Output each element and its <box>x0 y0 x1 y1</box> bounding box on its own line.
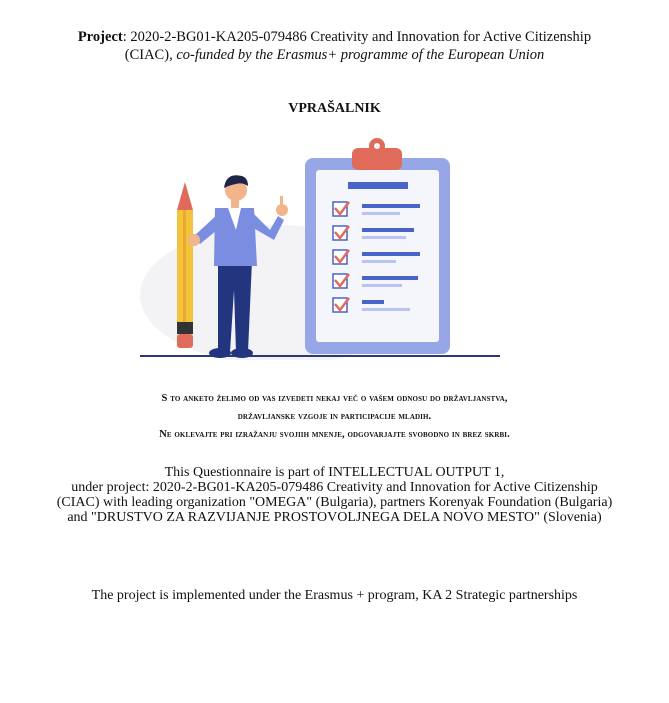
checkmark-icon <box>333 202 349 216</box>
intro-line: S to anketo želimo od vas izvedeti nekaj več o vašem odnosu do državljanstva, <box>161 393 508 404</box>
project-acronym: (CIAC) <box>124 47 170 63</box>
info-line: (CIAC) with leading organization "OMEGA" (Bulgaria), partners Korenyak Foundation (Bulgaria) <box>56 495 613 510</box>
questionnaire-illustration <box>130 130 510 360</box>
program-footer: The project is implemented under the Erasmus + program, KA 2 Strategic partnerships <box>91 588 578 603</box>
project-info <box>0 465 669 525</box>
checkmark-icon <box>333 274 349 288</box>
clipboard-icon <box>305 138 450 354</box>
checkmark-icon <box>333 250 349 264</box>
intro-text <box>0 390 669 444</box>
page-title: VPRAŠALNIK <box>288 101 381 116</box>
info-line: This Questionnaire is part of INTELLECTUAL OUTPUT 1, <box>164 465 505 480</box>
info-line: and "DRUSTVO ZA RAZVIJANJE PROSTOVOLJNEGA DELA NOVO MESTO" (Slovenia) <box>67 510 602 525</box>
cofunded-text: , co-funded by the Erasmus+ programme of the European Union <box>169 47 545 63</box>
intro-line: Ne oklevajte pri izražanju svojiih mnenje, odgovarjajte svobodno in brez skrbi. <box>159 429 510 440</box>
cofund-line <box>0 46 669 64</box>
document-header <box>0 28 669 64</box>
intro-line: državljanske vzgoje in participacije mladih. <box>237 411 432 422</box>
info-line: under project: 2020-2-BG01-KA205-079486 Creativity and Innovation for Active Citizenship <box>71 480 598 495</box>
checkmark-icon <box>333 226 349 240</box>
pencil-icon <box>177 182 193 348</box>
checkmark-icon <box>333 298 349 312</box>
project-label: Project <box>77 29 123 45</box>
project-line <box>0 28 669 46</box>
project-text: : 2020-2-BG01-KA205-079486 Creativity and Innovation for Active Citizenship <box>122 29 592 45</box>
